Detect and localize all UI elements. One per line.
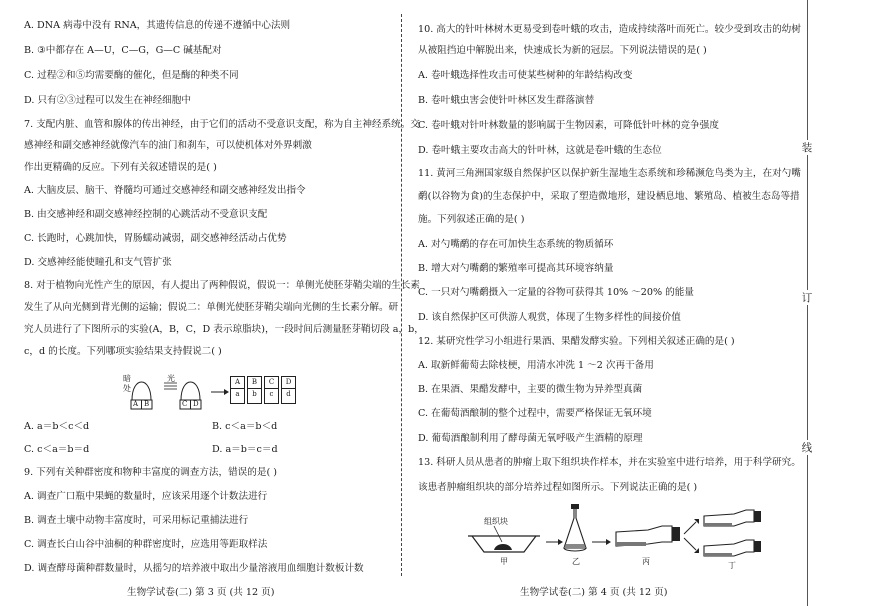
- q8-stem-line2: 发生了从向光侧到背光侧的运输；假说二：单侧光使胚芽鞘尖端向光侧的生长素分解。研: [24, 302, 399, 313]
- q7-option-c: C. 长跑时，心跳加快，胃肠蠕动减弱，副交感神经活动占优势: [24, 233, 287, 244]
- q7-stem-line3: 作出更精确的反应。下列有关叙述错误的是( ): [24, 162, 217, 173]
- segment-tube-a: [230, 376, 245, 404]
- q13-figure: [466, 504, 776, 570]
- q11-stem-line3: 施。下列叙述正确的是( ): [418, 214, 525, 225]
- q8-stem-line1: 8. 对于植物向光性产生的原因，有人提出了两种假说，假说一：单侧光使胚芽鞘尖端的生长素: [24, 280, 420, 291]
- tube-block-label: D: [282, 377, 295, 389]
- tube-segment-label: a: [235, 390, 240, 398]
- q12-option-c: C. 在葡萄酒酿制的整个过程中，需要严格保证无氧环境: [418, 408, 652, 419]
- q6-option-b: B. ③中都存在 A—U，C—G，G—C 碱基配对: [24, 45, 222, 56]
- q7-option-d: D. 交感神经能使瞳孔和支气管扩张: [24, 257, 172, 268]
- q11-stem-line1: 11. 黄河三角洲国家级自然保护区以保护新生湿地生态系统和珍稀濒危鸟类为主，在对勺嘴: [418, 168, 801, 179]
- q7-stem-line1: 7. 支配内脏、血管和腺体的传出神经，由于它们的活动不受意识支配，称为自主神经系统。交: [24, 119, 420, 130]
- tube-segment-label: d: [286, 390, 291, 398]
- q9-option-c: C. 调查长白山谷中油桐的种群密度时，应选用等距取样法: [24, 539, 268, 550]
- process-arrow-head: [224, 389, 229, 395]
- footer-page-3: 生物学试卷(二) 第 3 页 (共 12 页): [127, 587, 275, 598]
- q10-option-d: D. 卷叶蛾主要攻击高大的针叶林，这就是卷叶蛾的生态位: [418, 145, 662, 156]
- q8-figure: [118, 370, 298, 410]
- q12-option-b: B. 在果酒、果醋发酵中，主要的微生物为异养型真菌: [418, 384, 643, 395]
- stage-label-jia: 甲: [500, 557, 508, 566]
- q11-option-b: B. 增大对勺嘴鹬的繁殖率可提高其环境容纳量: [418, 263, 614, 274]
- tube-segment-label: b: [252, 390, 257, 398]
- q11-option-a: A. 对勺嘴鹬的存在可加快生态系统的物质循环: [418, 239, 614, 250]
- stage-label-ding: 丁: [728, 561, 736, 570]
- tissue-block: [494, 544, 512, 550]
- tissue-block-label: 组织块: [484, 517, 508, 526]
- binding-char-ding: 订: [793, 290, 821, 305]
- process-arrow: [684, 522, 696, 534]
- q9-stem: 9. 下列有关种群密度和物种丰富度的调查方法，错误的是( ): [24, 467, 277, 478]
- q10-stem-line2: 从被阻挡迫中解脱出来，快速成长为新的冠层。下列说法错误的是( ): [418, 45, 707, 56]
- tube-block-label: A: [231, 377, 244, 389]
- q9-option-b: B. 调查土壤中动物丰富度时，可采用标记重捕法进行: [24, 515, 249, 526]
- q8-option-d: D. a＝b＝c＝d: [212, 444, 278, 455]
- column-divider: [401, 14, 402, 576]
- q10-stem-line1: 10. 高大的针叶林树木更易受到卷叶蛾的攻击，造成持续落叶而死亡。较少受到攻击的幼树: [418, 24, 801, 35]
- q10-option-a: A. 卷叶蛾选择性攻击可使某些树种的年龄结构改变: [418, 70, 633, 81]
- q8-option-a: A. a＝b＜c＜d: [24, 421, 90, 432]
- q8-option-c: C. c＜a＝b＝d: [24, 444, 90, 455]
- q11-option-c: C. 一只对勺嘴鹬摄入一定量的谷物可获得其 10% ～20% 的能量: [418, 287, 694, 298]
- coleoptile-light: [181, 382, 200, 400]
- process-arrow: [684, 538, 696, 550]
- q8-stem-line4: c，d 的长度。下列哪项实验结果支持假说二( ): [24, 346, 222, 357]
- tissue-pointer: [494, 526, 502, 542]
- q7-option-a: A. 大脑皮层、脑干、脊髓均可通过交感神经和副交感神经发出指令: [24, 185, 306, 196]
- q6-option-d: D. 只有②③过程可以发生在神经细胞中: [24, 95, 191, 106]
- q9-option-d: D. 调查酵母菌种群数量时，从摇匀的培养液中取出少量溶液用血细胞计数板计数: [24, 563, 364, 574]
- tube-block-label: B: [248, 377, 261, 389]
- q6-option-c: C. 过程②和⑤均需要酶的催化，但是酶的种类不同: [24, 70, 239, 81]
- q13-stem-line2: 该患者肿瘤组织块的部分培养过程如图所示。下列说法正确的是( ): [418, 482, 698, 493]
- bottle-cap: [672, 527, 680, 541]
- q7-option-b: B. 由交感神经和副交感神经控制的心跳活动不受意识支配: [24, 209, 268, 220]
- segment-tube-d: [281, 376, 296, 404]
- segment-tube-c: [264, 376, 279, 404]
- segment-tube-b: [247, 376, 262, 404]
- q8-dark-label-2: 处: [123, 384, 131, 393]
- coleoptile-dark: [132, 382, 151, 400]
- q6-option-a: A. DNA 病毒中没有 RNA，其遗传信息的传递不遵循中心法则: [24, 20, 291, 31]
- flask-stopper: [571, 504, 579, 509]
- q8-dark-label-1: 暗: [123, 374, 131, 383]
- block-label-b: B: [144, 400, 150, 408]
- q11-stem-line2: 鹬(以谷物为食)的生态保护中，采取了塑造微地形，建设栖息地、繁殖岛、植被生态岛等措: [418, 191, 800, 202]
- q12-option-d: D. 葡萄酒酿制利用了酵母菌无氧呼吸产生酒精的原理: [418, 433, 643, 444]
- q8-option-b: B. c＜a＝b＜d: [212, 421, 278, 432]
- tube-block-label: C: [265, 377, 278, 389]
- q12-option-a: A. 取新鲜葡萄去除枝梗，用清水冲洗 1 ～2 次再干备用: [418, 360, 654, 371]
- q11-option-d: D. 该自然保护区可供游人观赏，体现了生物多样性的间接价值: [418, 312, 681, 323]
- q10-option-b: B. 卷叶蛾虫害会使针叶林区发生群落演替: [418, 95, 595, 106]
- footer-page-4: 生物学试卷(二) 第 4 页 (共 12 页): [520, 587, 668, 598]
- stage-label-bing: 丙: [642, 557, 650, 566]
- q13-stem-line1: 13. 科研人员从患者的肿瘤上取下组织块作样本，并在实验室中进行培养，用于科学研究。: [418, 457, 801, 468]
- q12-stem: 12. 某研究性学习小组进行果酒、果醋发酵实验。下列相关叙述正确的是( ): [418, 336, 735, 347]
- culture-flask: [564, 508, 586, 548]
- binding-char-zhuang: 装: [793, 140, 821, 155]
- block-label-d: D: [193, 400, 199, 408]
- stage-label-yi: 乙: [572, 557, 580, 566]
- q8-light-label: 光: [167, 374, 175, 383]
- block-label-a: A: [133, 400, 139, 408]
- q10-option-c: C. 卷叶蛾对针叶林数量的影响属于生物因素，可降低针叶林的竞争强度: [418, 120, 719, 131]
- q7-stem-line2: 感神经和副交感神经就像汽车的油门和刹车，可以使机体对外界刺激: [24, 140, 312, 151]
- block-label-c: C: [182, 400, 188, 408]
- q9-option-a: A. 调查广口瓶中果蝇的数量时，应该采用逐个计数法进行: [24, 491, 268, 502]
- q8-stem-line3: 究人员进行了下图所示的实验(A，B，C，D 表示琼脂块)，一段时间后测量胚芽鞘切段 a，b，: [24, 324, 424, 335]
- tube-segment-label: c: [269, 390, 274, 398]
- binding-char-xian: 线: [793, 440, 821, 455]
